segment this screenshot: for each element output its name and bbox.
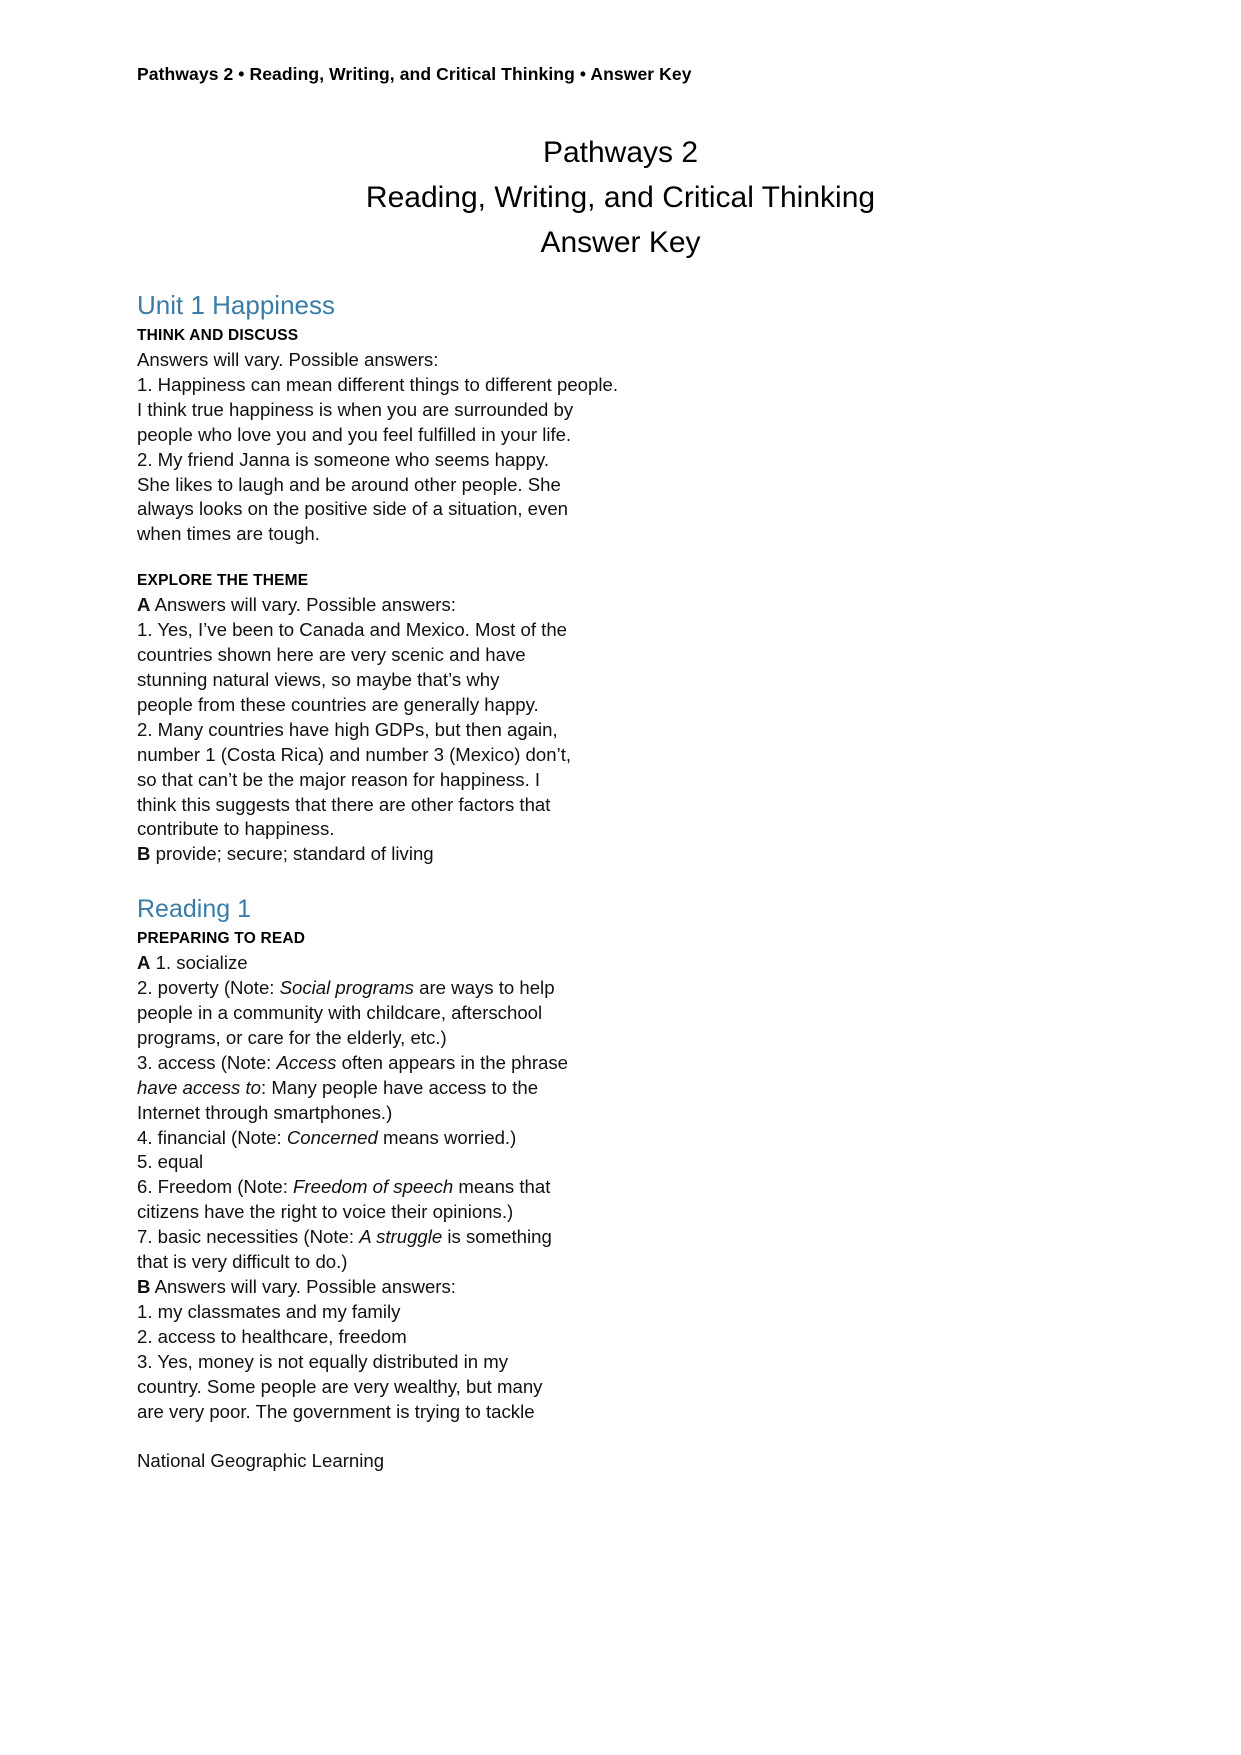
text-line: so that can’t be the major reason for happiness. I	[137, 768, 541, 790]
content-column	[137, 288, 637, 1424]
page-footer: National Geographic Learning	[137, 1450, 385, 1471]
reading-1-heading: Reading 1	[137, 895, 251, 924]
text-line: always looks on the positive side of a situation, even	[137, 498, 569, 520]
document-title	[137, 130, 1104, 265]
text-line: 4. financial (Note: Concerned means worried.)	[137, 1126, 517, 1148]
text-line: countries shown here are very scenic and have	[137, 644, 526, 666]
think-and-discuss-body	[137, 348, 637, 547]
text-line: Internet through smartphones.)	[137, 1101, 393, 1123]
text-line: that is very difficult to do.)	[137, 1251, 348, 1273]
text-line: are very poor. The government is trying to tackle	[137, 1400, 535, 1422]
text-line: programs, or care for the elderly, etc.)	[137, 1026, 447, 1048]
text-line: 5. equal	[137, 1151, 204, 1173]
text-line: 3. access (Note: Access often appears in the phrase	[137, 1051, 569, 1073]
text-line: 1. my classmates and my family	[137, 1300, 401, 1322]
section-explore-the-theme	[137, 569, 637, 867]
text-line: 2. access to healthcare, freedom	[137, 1325, 407, 1347]
text-line: 2. Many countries have high GDPs, but then again,	[137, 718, 558, 740]
text-line: 6. Freedom (Note: Freedom of speech means that	[137, 1176, 551, 1198]
text-line: 2. My friend Janna is someone who seems happy.	[137, 448, 550, 470]
text-line: people who love you and you feel fulfilled in your life.	[137, 423, 572, 445]
document-title-line-2: Reading, Writing, and Critical Thinking	[365, 181, 876, 214]
text-line: country. Some people are very wealthy, but many	[137, 1375, 543, 1397]
text-line: citizens have the right to voice their opinions.)	[137, 1201, 514, 1223]
text-line: have access to: Many people have access to the	[137, 1076, 539, 1098]
text-line: She likes to laugh and be around other people. She	[137, 473, 561, 495]
text-line: A Answers will vary. Possible answers:	[137, 594, 456, 616]
section-preparing-to-read	[137, 927, 637, 1424]
text-line: stunning natural views, so maybe that’s why	[137, 668, 500, 690]
text-line: 7. basic necessities (Note: A struggle is something	[137, 1226, 552, 1248]
preparing-to-read-heading: PREPARING TO READ	[137, 930, 306, 948]
text-line: Answers will vary. Possible answers:	[137, 349, 439, 370]
document-title-line-1: Pathways 2	[542, 136, 699, 169]
think-and-discuss-heading: THINK AND DISCUSS	[137, 327, 299, 344]
text-line: people from these countries are generally happy.	[137, 693, 539, 715]
text-line: A 1. socialize	[137, 952, 248, 974]
text-line: think this suggests that there are other factors that	[137, 793, 551, 815]
unit-heading: Unit 1 Happiness	[137, 290, 335, 320]
text-line: number 1 (Costa Rica) and number 3 (Mexico) don’t,	[137, 743, 572, 765]
text-line: 2. poverty (Note: Social programs are ways to help	[137, 977, 555, 999]
running-head: Pathways 2 • Reading, Writing, and Critical Thinking • Answer Key	[137, 64, 692, 84]
explore-the-theme-body	[137, 593, 637, 867]
text-line: B Answers will vary. Possible answers:	[137, 1276, 456, 1297]
spacer-1	[137, 547, 637, 569]
document-title-line-3: Answer Key	[540, 226, 701, 259]
text-line: people in a community with childcare, afterschool	[137, 1002, 543, 1024]
text-line: when times are tough.	[137, 523, 320, 545]
text-line: contribute to happiness.	[137, 818, 335, 840]
text-line: I think true happiness is when you are surrounded by	[137, 398, 574, 420]
section-think-and-discuss	[137, 324, 637, 547]
text-line: B provide; secure; standard of living	[137, 843, 434, 865]
text-line: 1. Happiness can mean different things to different people.	[137, 373, 619, 395]
text-line: 1. Yes, I’ve been to Canada and Mexico. Most of the	[137, 619, 567, 641]
text-line: 3. Yes, money is not equally distributed in my	[137, 1350, 509, 1372]
preparing-to-read-body	[137, 951, 637, 1424]
explore-the-theme-heading: EXPLORE THE THEME	[137, 572, 309, 590]
